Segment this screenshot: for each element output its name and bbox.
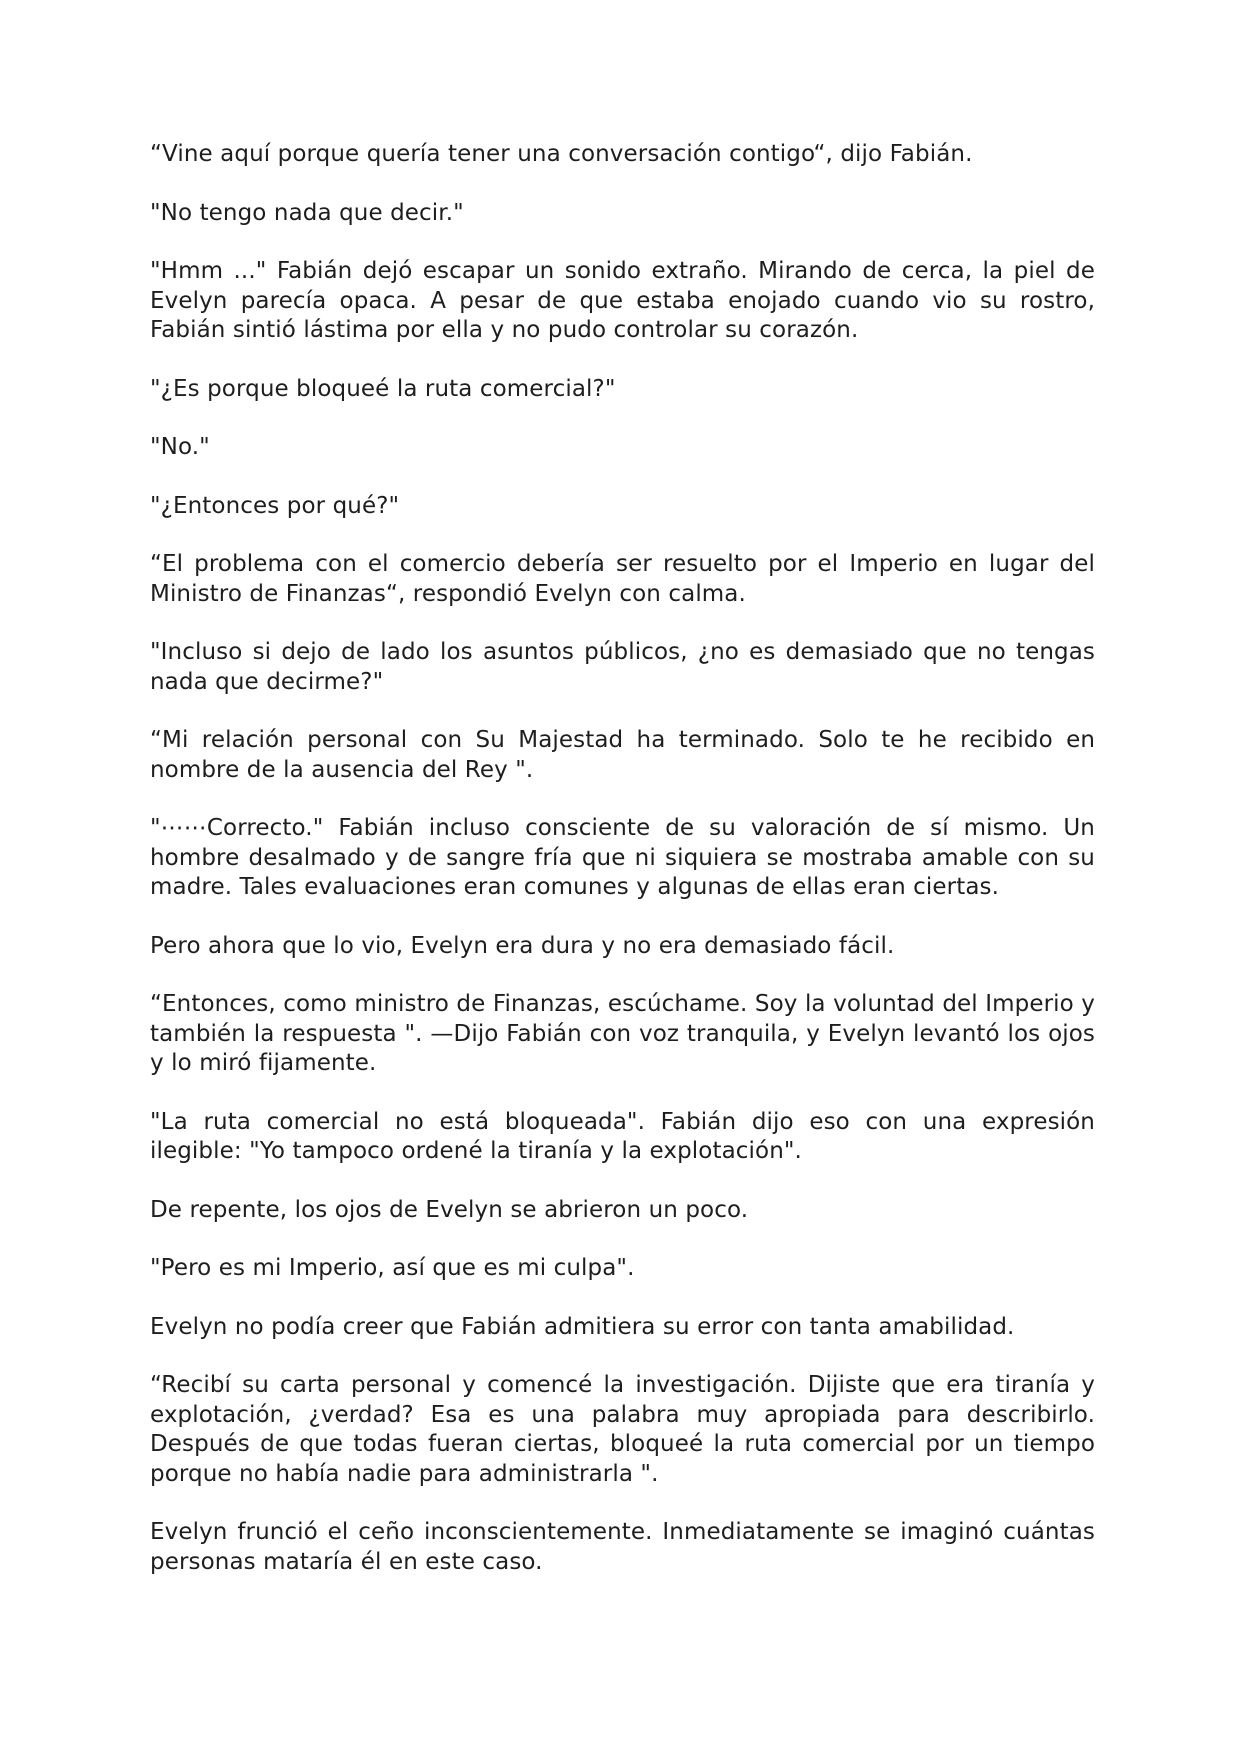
paragraph-12: “Entonces, como ministro de Finanzas, escúchame. Soy la voluntad del Imperio y también la respuesta ". —Dijo Fabián con voz tranquila, y Evelyn levantó los ojos y lo miró fijamente. bbox=[150, 991, 1095, 1076]
paragraph-10: "⋯⋯Correcto." Fabián incluso consciente de su valoración de sí mismo. Un hombre desalmado y de sangre fría que ni siquiera se mostraba amable con su madre. Tales evaluaciones eran comunes y algunas de ellas eran ciertas. bbox=[150, 815, 1095, 900]
paragraph-16: Evelyn no podía creer que Fabián admitiera su error con tanta amabilidad. bbox=[150, 1313, 1015, 1340]
paragraph-2: "No tengo nada que decir." bbox=[150, 199, 464, 226]
paragraph-18: Evelyn frunció el ceño inconscientemente. Inmediatamente se imaginó cuántas personas mataría él en este caso. bbox=[150, 1519, 1095, 1575]
paragraph-13: "La ruta comercial no está bloqueada". Fabián dijo eso con una expresión ilegible: "Yo tampoco ordené la tiranía y la explotación". bbox=[150, 1108, 1095, 1164]
paragraph-17: “Recibí su carta personal y comencé la investigación. Dijiste que era tiranía y explotación, ¿verdad? Esa es una palabra muy apropiada para describirlo. Después de que todas fueran ciertas, bloqueé la ruta comercial por un tiempo porque no había nadie para administrarla ". bbox=[150, 1372, 1095, 1487]
paragraph-4: "¿Es porque bloqueé la ruta comercial?" bbox=[150, 375, 616, 402]
paragraph-14: De repente, los ojos de Evelyn se abrieron un poco. bbox=[150, 1196, 749, 1223]
paragraph-1: “Vine aquí porque quería tener una conversación contigo“, dijo Fabián. bbox=[150, 141, 973, 167]
paragraph-6: "¿Entonces por qué?" bbox=[150, 492, 400, 519]
paragraph-7: “El problema con el comercio debería ser resuelto por el Imperio en lugar del Ministro de Finanzas“, respondió Evelyn con calma. bbox=[150, 551, 1095, 607]
paragraph-9: “Mi relación personal con Su Majestad ha terminado. Solo te he recibido en nombre de la ausencia del Rey ". bbox=[150, 727, 1095, 783]
paragraph-8: "Incluso si dejo de lado los asuntos públicos, ¿no es demasiado que no tengas nada que decirme?" bbox=[150, 639, 1095, 695]
paragraph-11: Pero ahora que lo vio, Evelyn era dura y no era demasiado fácil. bbox=[150, 932, 895, 959]
paragraph-3: "Hmm ..." Fabián dejó escapar un sonido extraño. Mirando de cerca, la piel de Evelyn parecía opaca. A pesar de que estaba enojado cuando vio su rostro, Fabián sintió lástima por ella y no pudo controlar su corazón. bbox=[150, 258, 1095, 343]
document-body bbox=[150, 140, 1095, 1606]
paragraph-5: "No." bbox=[150, 434, 210, 460]
paragraph-15: "Pero es mi Imperio, así que es mi culpa". bbox=[150, 1255, 635, 1281]
